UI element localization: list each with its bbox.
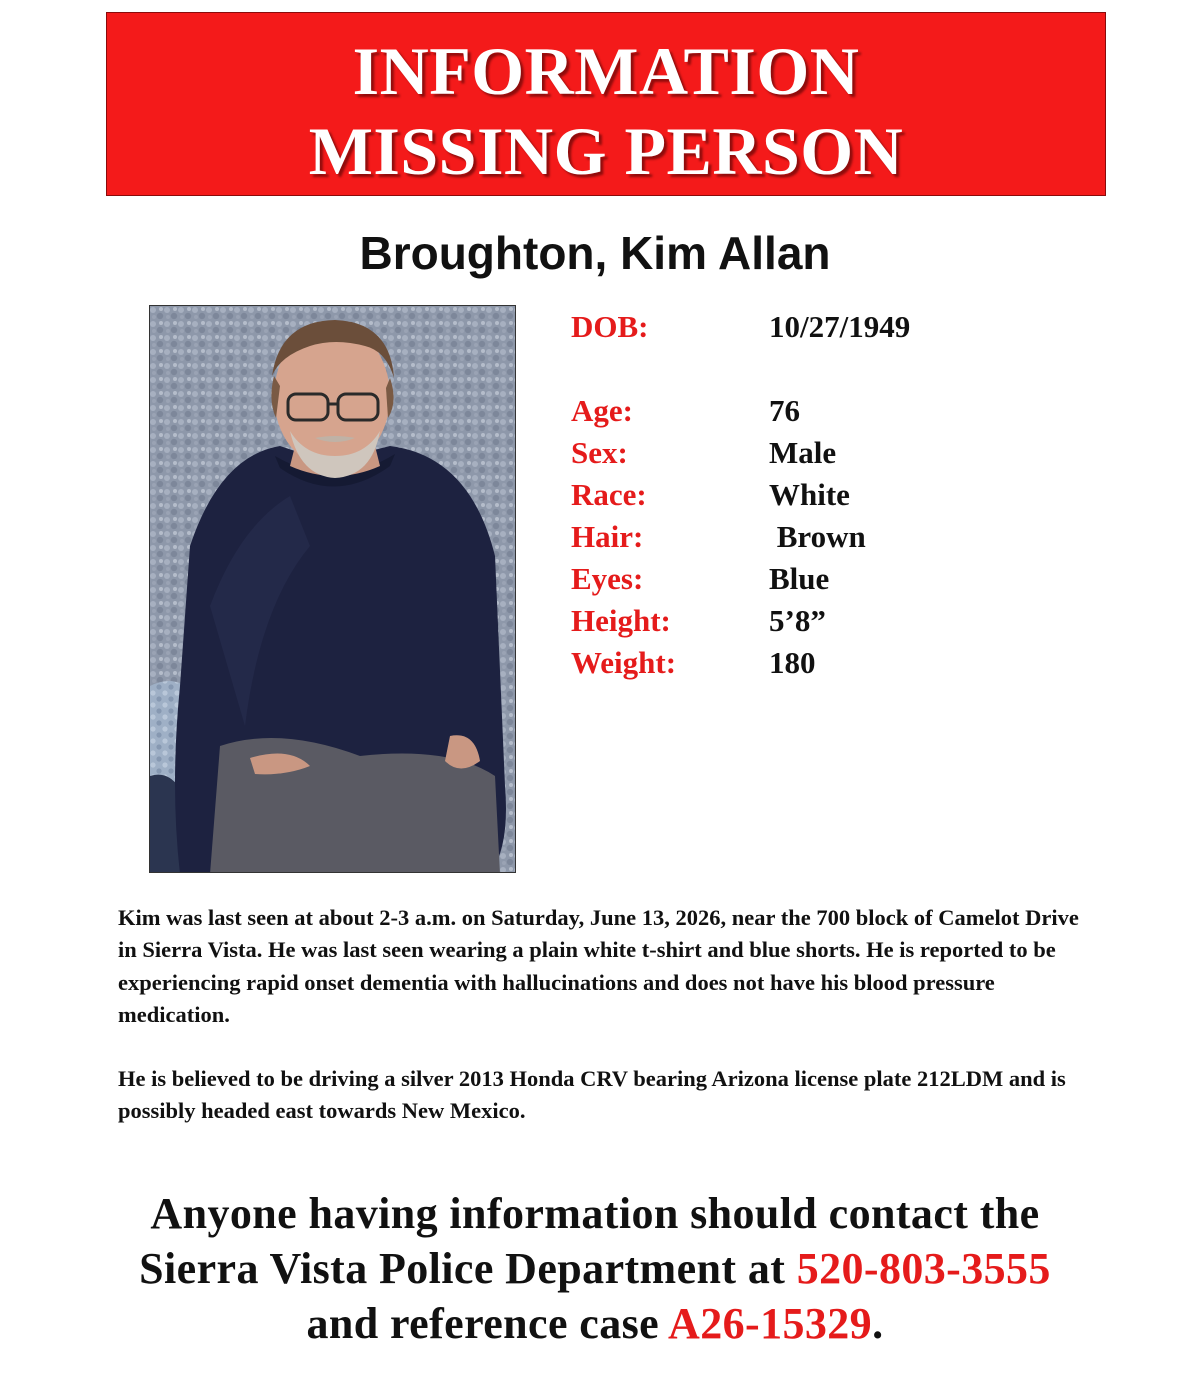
contact-line-1: Anyone having information should contact the (150, 1189, 1040, 1238)
description-paragraph-last-seen: Kim was last seen at about 2-3 a.m. on Saturday, June 13, 2026, near the 700 block of Camelot Drive in Sierra Vista. He was last seen wearing a plain white t-shirt and blue shorts. He is reported to be experiencing rapid onset dementia with hallucinations and does not have his blood pressure medication. (118, 905, 1079, 1027)
hair-label: Hair: (571, 519, 644, 554)
sex-value: Male (769, 435, 837, 470)
person-photo (149, 305, 516, 873)
contact-line-2 (0, 1241, 1190, 1296)
race-label: Race: (571, 477, 647, 512)
eyes-value: Blue (769, 561, 830, 596)
contact-department-text: Sierra Vista Police Department at (139, 1244, 797, 1293)
person-name: Broughton, Kim Allan (359, 227, 831, 279)
height-value: 5’8” (769, 603, 826, 638)
age-label: Age: (571, 393, 633, 428)
contact-block (0, 1186, 1190, 1351)
header-banner (106, 12, 1106, 196)
banner-title-missing-person: MISSING PERSON (308, 113, 904, 189)
weight-label: Weight: (571, 645, 677, 680)
dob-value: 10/27/1949 (769, 309, 911, 344)
banner-title-information: INFORMATION (352, 33, 860, 109)
contact-line-3 (0, 1296, 1190, 1351)
contact-phone-number: 520-803-3555 (796, 1244, 1051, 1293)
age-value: 76 (769, 393, 800, 428)
height-label: Height: (571, 603, 671, 638)
race-value: White (769, 477, 850, 512)
sex-label: Sex: (571, 435, 628, 470)
dob-label: DOB: (571, 309, 649, 344)
contact-reference-text: and reference case (306, 1299, 669, 1348)
weight-value: 180 (769, 645, 816, 680)
contact-period: . (872, 1299, 884, 1348)
hair-value: Brown (769, 519, 866, 554)
eyes-label: Eyes: (571, 561, 644, 596)
case-number: A26-15329 (668, 1299, 873, 1348)
description-paragraph-vehicle: He is believed to be driving a silver 2013 Honda CRV bearing Arizona license plate 212LDM and is possibly headed east towards New Mexico. (118, 1066, 1066, 1124)
